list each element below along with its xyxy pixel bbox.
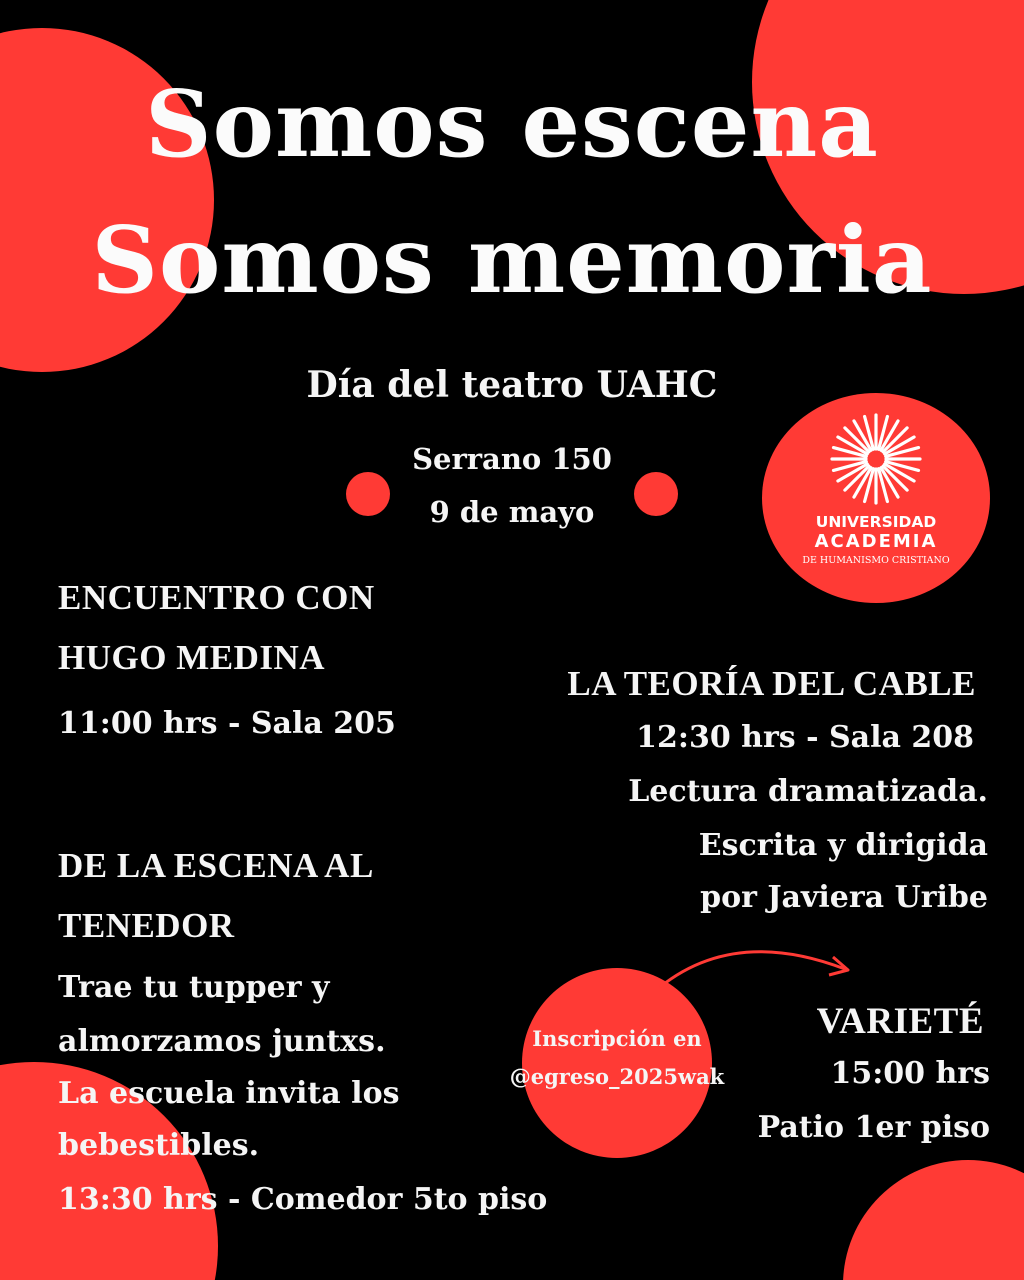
inscripcion-line-1: Inscripción en xyxy=(532,1026,702,1051)
teoria-desc-line-2: Escrita y dirigida xyxy=(698,828,988,863)
title-line-1: Somos escena xyxy=(145,70,879,178)
escena-time: 13:30 hrs - Comedor 5to piso xyxy=(58,1182,548,1217)
escena-title-line-2: TENEDOR xyxy=(58,906,235,945)
encuentro-title-line-1: ENCUENTRO CON xyxy=(58,578,375,617)
escena-desc-line-3: La escuela invita los xyxy=(58,1076,400,1111)
decorative-circle-bottom-right xyxy=(843,1160,1024,1280)
variete-title: VARIETÉ xyxy=(816,1001,984,1042)
variete-time: 15:00 hrs xyxy=(830,1056,990,1091)
logo-line-2: ACADEMIA xyxy=(814,531,938,552)
teoria-desc-line-1: Lectura dramatizada. xyxy=(628,774,988,809)
teoria-desc-line-3: por Javiera Uribe xyxy=(700,880,988,915)
decorative-circle-middle xyxy=(522,968,712,1158)
location-address: Serrano 150 xyxy=(412,442,612,476)
encuentro-title-line-2: HUGO MEDINA xyxy=(58,638,326,677)
escena-desc-line-1: Trae tu tupper y xyxy=(58,970,330,1005)
escena-desc-line-2: almorzamos juntxs. xyxy=(58,1024,386,1059)
variete-place: Patio 1er piso xyxy=(757,1110,990,1145)
title-line-2: Somos memoria xyxy=(91,206,933,314)
escena-title-line-1: DE LA ESCENA AL xyxy=(58,846,374,885)
teoria-time: 12:30 hrs - Sala 208 xyxy=(636,720,974,755)
logo-line-3: DE HUMANISMO CRISTIANO xyxy=(802,555,950,566)
encuentro-time: 11:00 hrs - Sala 205 xyxy=(58,706,396,741)
logo-line-1: UNIVERSIDAD xyxy=(815,513,937,531)
sunburst-icon xyxy=(820,407,932,519)
curved-arrow-icon xyxy=(640,935,870,995)
teoria-title: LA TEORÍA DEL CABLE xyxy=(567,664,976,703)
subtitle: Día del teatro UAHC xyxy=(306,364,718,406)
escena-desc-line-4: bebestibles. xyxy=(58,1128,260,1163)
inscripcion-line-2: @egreso_2025wak xyxy=(509,1064,725,1089)
location-date: 9 de mayo xyxy=(429,495,595,529)
university-logo xyxy=(762,393,990,603)
